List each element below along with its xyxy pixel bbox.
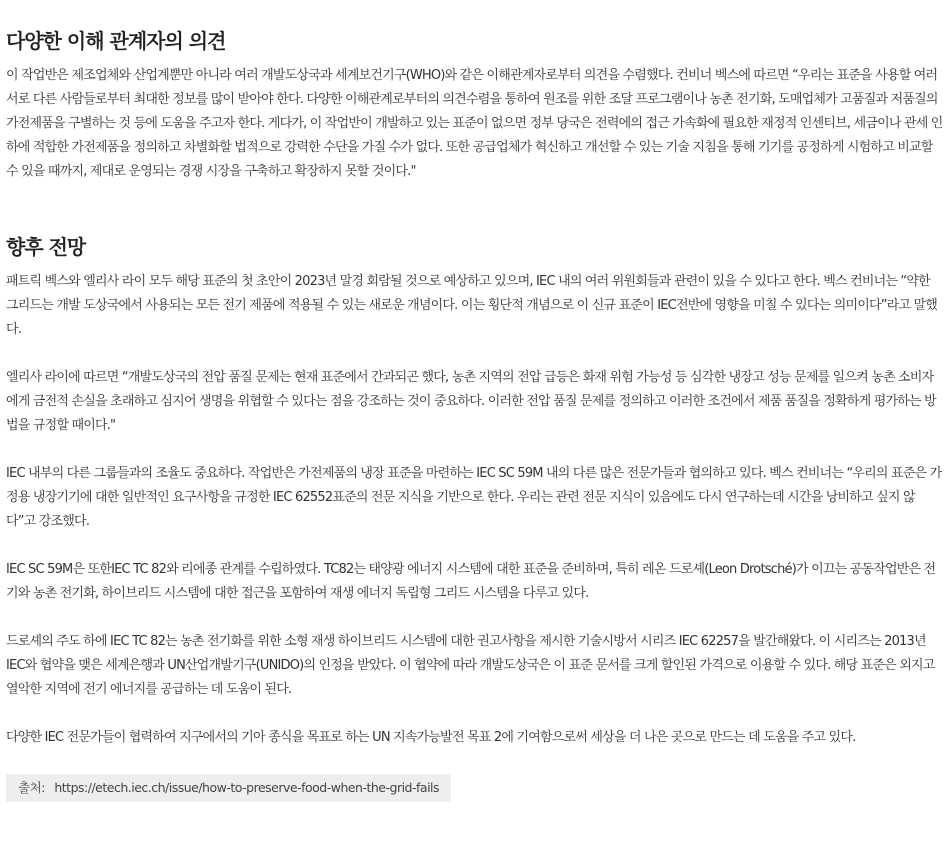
paragraph: 다양한 IEC 전문가들이 협력하여 지구에서의 기아 종식을 목표로 하는 UN 지속가능발전 목표 2에 기여함으로써 세상을 더 나은 곳으로 만드는 데 도움을 주고 있다. [6, 730, 856, 745]
section-future-outlook [6, 234, 944, 750]
paragraph: IEC SC 59M은 또한IEC TC 82와 리에종 관계를 수립하였다. TC82는 태양광 에너지 시스템에 대한 표준을 준비하며, 특히 레온 드로셰(Leon Drotsché)가 이끄는 공동작업반은 전기와 농촌 전기화, 하이브리드 시스템에 대한 접근을 포함하여 재생 에너지 독립형 그리드 시스템을 다루고 있다. [6, 562, 936, 601]
paragraph: 이 작업반은 제조업체와 산업계뿐만 아니라 여러 개발도상국과 세계보건기구(WHO)와 같은 이해관계자로부터 의견을 수렴했다. 컨비너 벡스에 따르면 “우리는 표준을 사용할 여러 서로 다른 사람들로부터 최대한 정보를 많이 받아야 한다. 다양한 이해관계로부터의 의견수렴을 통하여 원조를 위한 조달 프로그램이나 농촌 전기화, 도매업체가 고품질과 저품질의 가전제품을 구별하는 것 등에 도움을 주고자 한다. 게다가, 이 작업반이 개발하고 있는 표준이 없으면 정부 당국은 전력에의 접근 가속화에 필요한 재정적 인센티브, 세금이나 관세 인하에 적합한 가전제품을 정의하고 차별화할 법적으로 강력한 수단을 가질 수가 없다. 또한 공급업체가 혁신하고 개선할 수 있는 기술 지침을 통해 기기를 공정하게 시험하고 비교할 수 있을 때까지, 제대로 운영되는 경쟁 시장을 구축하고 확장하지 못할 것이다." [6, 68, 943, 179]
source-url: https://etech.iec.ch/issue/how-to-preserve-food-when-the-grid-fails [54, 780, 440, 795]
section-heading: 다양한 이해 관계자의 의견 [6, 29, 226, 53]
paragraph: 드로셰의 주도 하에 IEC TC 82는 농촌 전기화를 위한 소형 재생 하이브리드 시스템에 대한 권고사항을 제시한 기술시방서 시리즈 IEC 62257을 발간해왔다. 이 시리즈는 2013년 IEC와 협약을 맺은 세계은행과 UN산업개발기구(UNIDO)의 인정을 받았다. 이 협약에 따라 개발도상국은 이 표준 문서를 크게 할인된 가격으로 이용할 수 있다. 해당 표준은 외지고 열악한 지역에 전기 에너지를 공급하는 데 도움이 된다. [6, 634, 935, 697]
section-heading: 향후 전망 [6, 235, 86, 259]
paragraph: 엘리사 라이에 따르면 “개발도상국의 전압 품질 문제는 현재 표준에서 간과되곤 했다, 농촌 지역의 전압 급등은 화재 위험 가능성 등 심각한 냉장고 성능 문제를 일으켜 농촌 소비자에게 금전적 손실을 초래하고 심지어 생명을 위협할 수 있다는 점을 강조하는 것이 중요하다. 이러한 전압 품질 문제를 정의하고 이러한 조건에서 제품 품질을 정확하게 평가하는 방법을 규정할 때이다." [6, 370, 936, 433]
section-stakeholder-opinions [6, 28, 944, 184]
source-citation [6, 774, 451, 802]
paragraph: IEC 내부의 다른 그룹들과의 조율도 중요하다. 작업반은 가전제품의 냉장 표준을 마련하는 IEC SC 59M 내의 다른 많은 전문가들과 협의하고 있다. 벡스 컨비너는 “우리의 표준은 가정용 냉장기기에 대한 일반적인 요구사항을 규정한 IEC 62552표준의 전문 지식을 기반으로 한다. 우리는 관련 전문 지식이 있음에도 다시 연구하는데 시간을 낭비하고 싶지 않다”고 강조했다. [6, 466, 942, 529]
paragraph: 패트릭 벡스와 엘리사 라이 모두 해당 표준의 첫 초안이 2023년 말경 회람될 것으로 예상하고 있으며, IEC 내의 여러 위원회들과 관련이 있을 수 있다고 한다. 벡스 컨비너는 “약한 그리드는 개발 도상국에서 사용되는 모든 전기 제품에 적용될 수 있는 새로운 개념이다. 이는 횡단적 개념으로 이 신규 표준이 IEC전반에 영향을 미칠 수 있다는 의미이다”라고 말했다. [6, 274, 938, 337]
source-label: 출처: [18, 780, 45, 795]
